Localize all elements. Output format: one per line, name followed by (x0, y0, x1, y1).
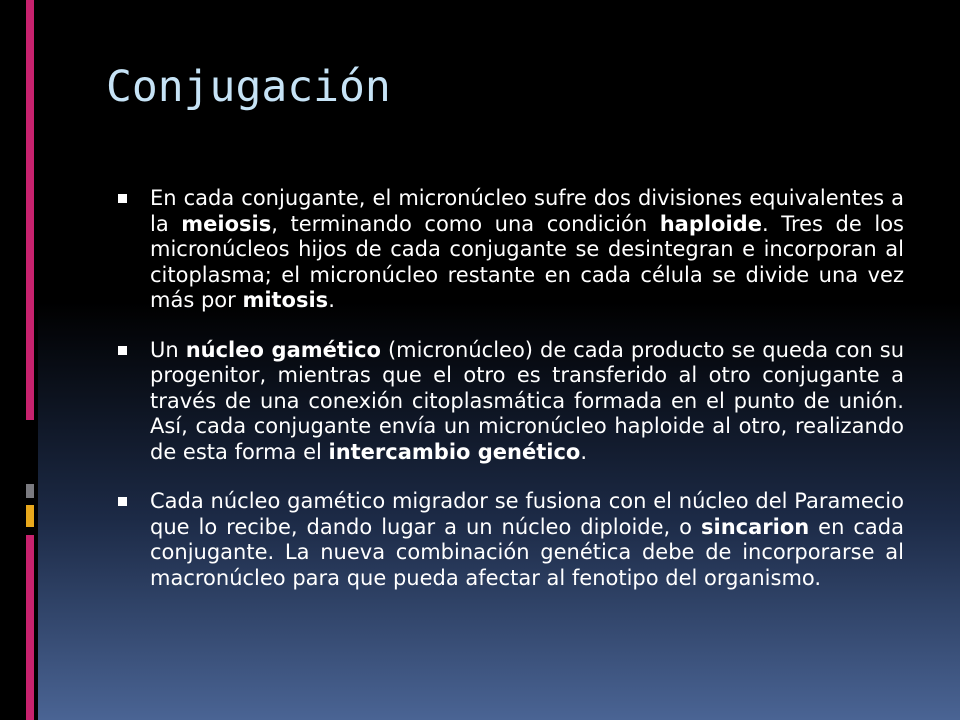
bullet-text: , terminando como una condición (271, 211, 660, 236)
bullet-text: . Tres de los micronúcleos hijos de cada conjugante se desintegran e incorporan al citoplasma; el micronúcleo restante en cada célula se divide una vez más por (150, 211, 904, 312)
bold-term: meiosis (181, 211, 272, 236)
bullet-text: En cada conjugante, el micronúcleo sufre dos divisiones equivalentes a la (150, 186, 904, 236)
gray-stripe (26, 484, 34, 498)
bullet-item-2 (116, 338, 904, 466)
bullet-text: Un (150, 337, 186, 362)
square-bullet-icon (118, 497, 127, 506)
bullet-text: . (580, 439, 588, 464)
bullet-text: . (328, 288, 335, 312)
decorative-stripes (0, 0, 34, 720)
slide-title: Conjugación (106, 62, 391, 112)
pink-stripe-top (26, 0, 34, 420)
square-bullet-icon (118, 194, 127, 203)
bullet-text: en cada conjugante. La nueva combinación genética debe de incorporarse al macronúcleo para que pueda afectar al fenotipo del organismo. (150, 514, 904, 590)
pink-stripe-bottom (26, 535, 34, 720)
bold-term: núcleo gamético (185, 337, 381, 362)
bold-term: mitosis (242, 288, 329, 312)
square-bullet-icon (118, 346, 127, 355)
bold-term: haploide (659, 211, 762, 236)
bullet-list (116, 186, 904, 591)
bullet-item-1 (116, 186, 904, 314)
gold-stripe (26, 505, 34, 527)
bullet-text: Cada núcleo gamético migrador se fusiona con el núcleo del Paramecio que lo recibe, dando lugar a un núcleo diploide, o (150, 489, 904, 539)
bullet-text: (micronúcleo) de cada producto se queda con su progenitor, mientras que el otro es transferido al otro conjugante a través de una conexión citoplasmática formada en el punto de unión. Así, cada conjugante envía un micronúcleo haploide al otro, realizando de esta forma el (150, 337, 905, 464)
slide-content (116, 186, 904, 615)
bold-term: sincarion (701, 514, 810, 539)
bold-term: intercambio genético (328, 439, 581, 464)
bullet-item-3 (116, 489, 904, 591)
